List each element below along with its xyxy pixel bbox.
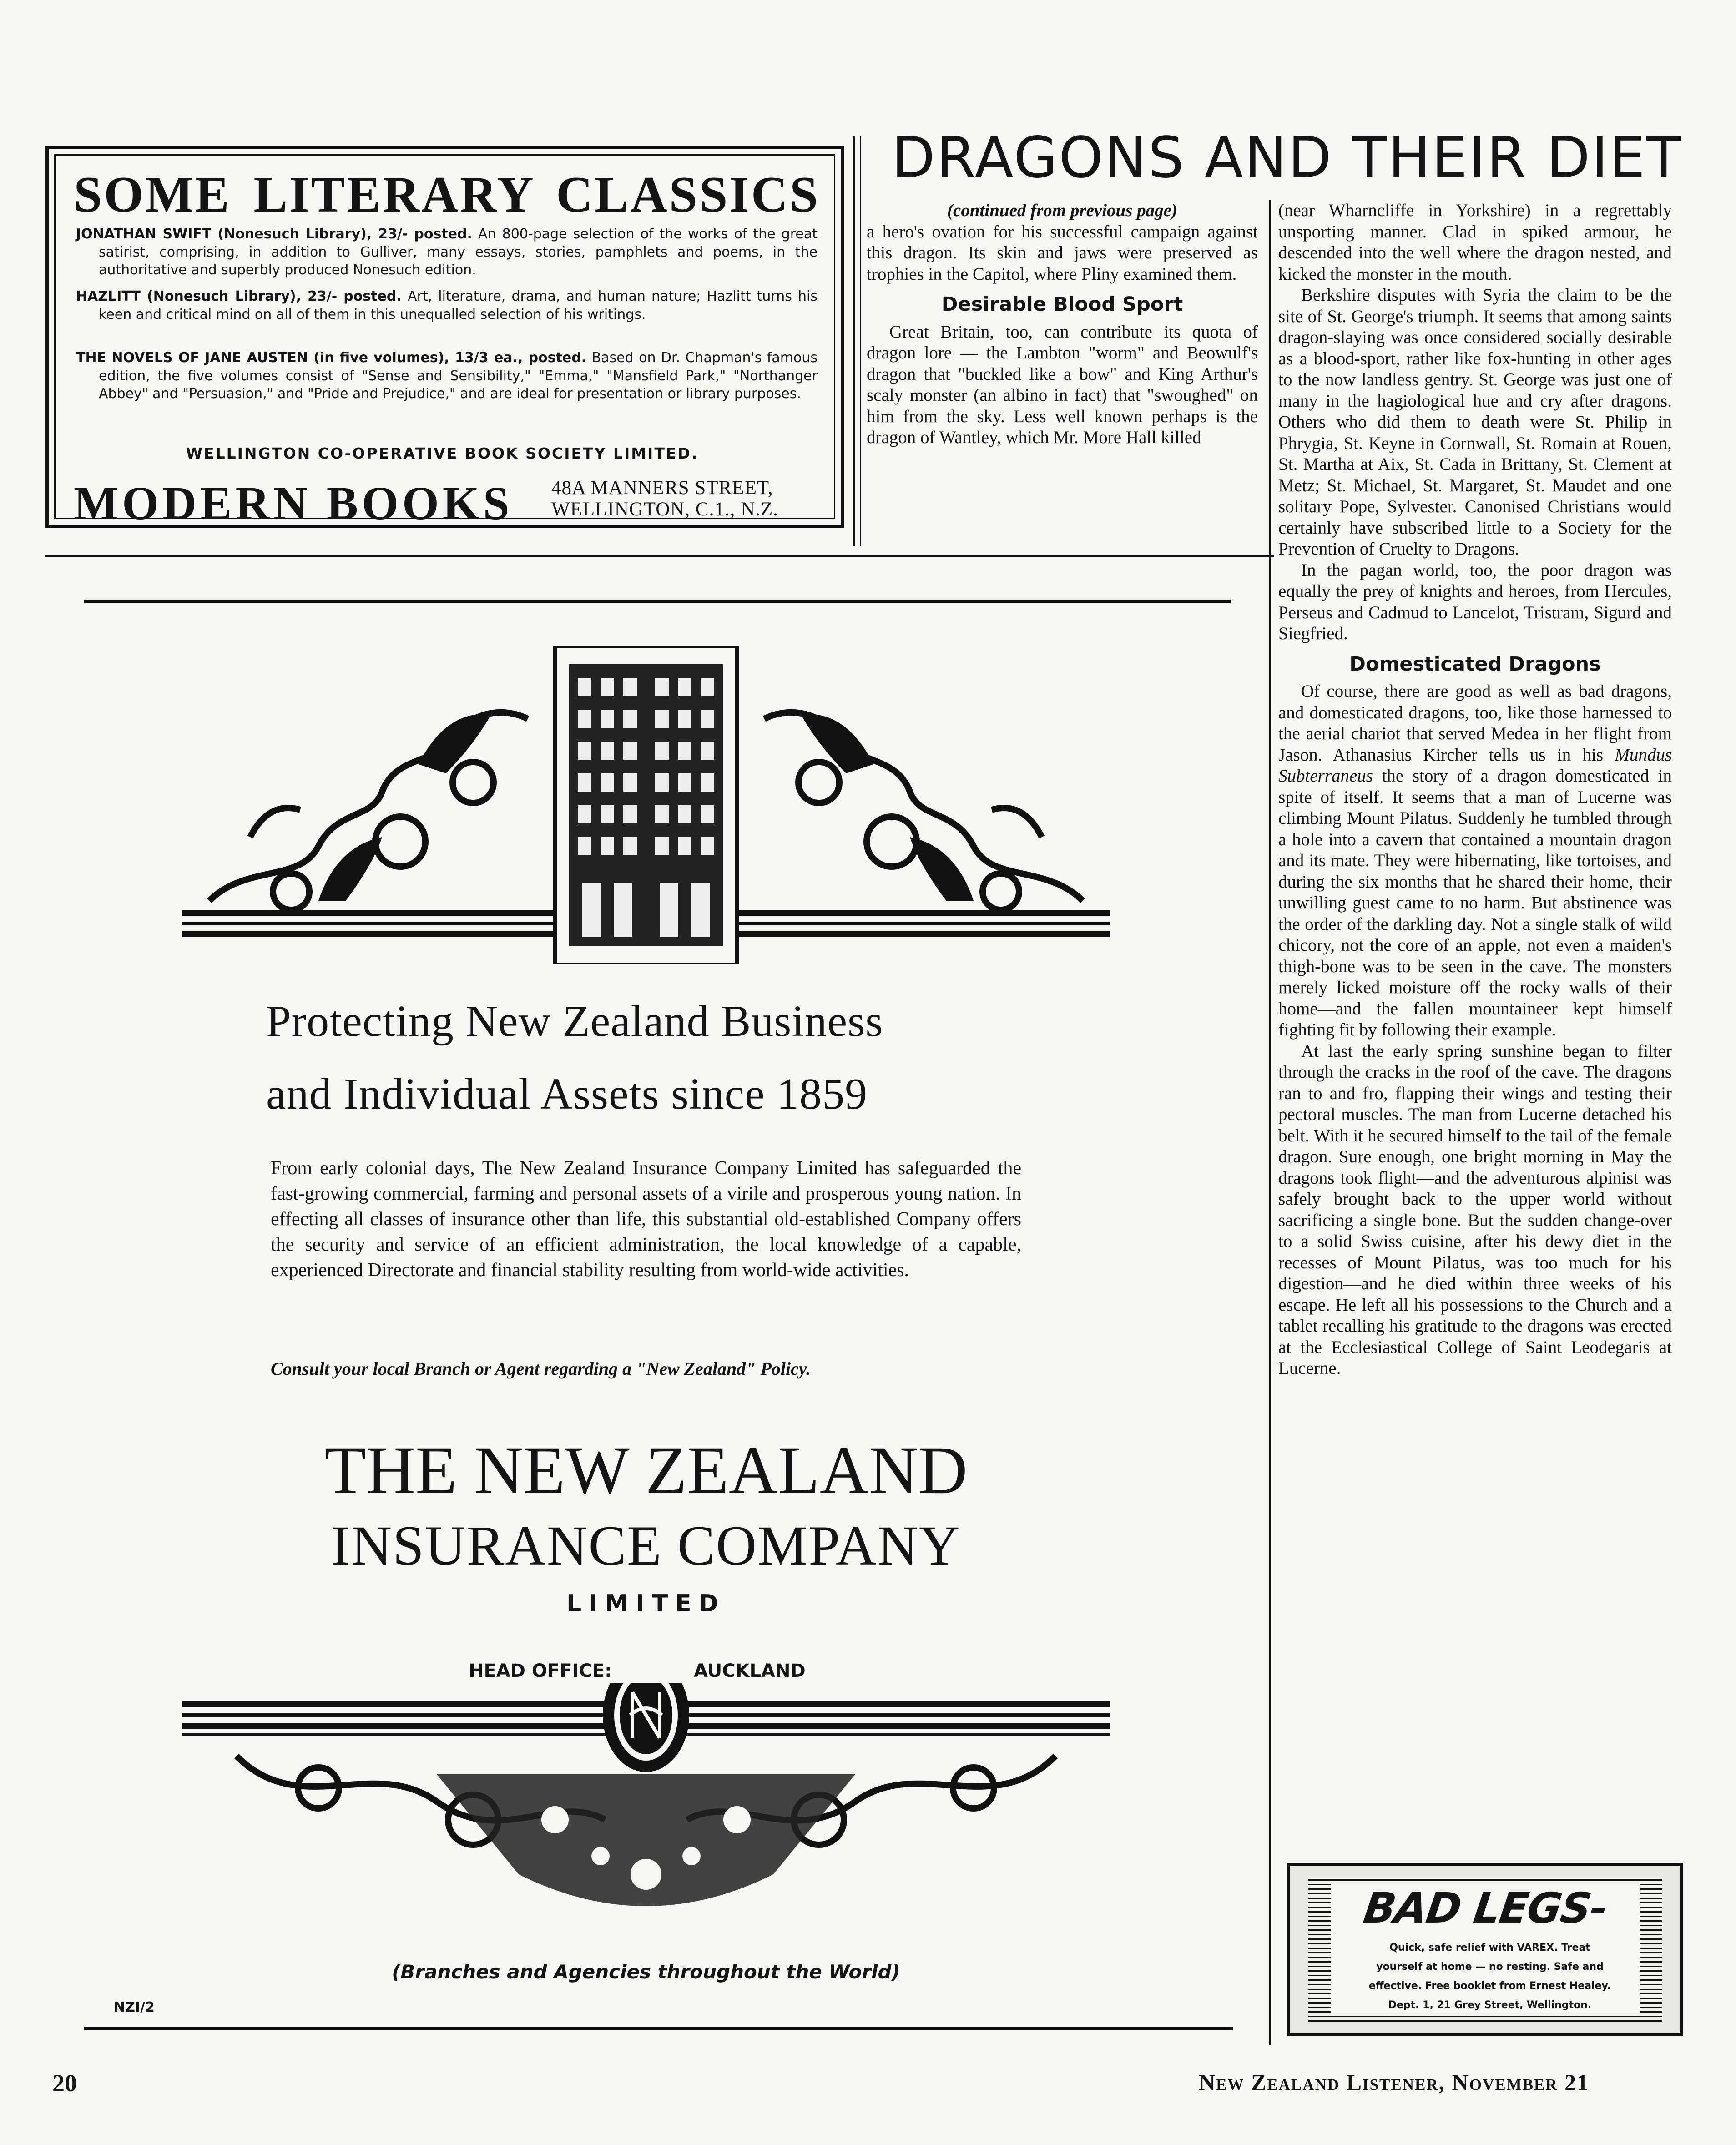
insurance-limited: LIMITED xyxy=(566,1590,726,1617)
bad-legs-advertisement xyxy=(1287,1863,1683,2036)
column-rule xyxy=(1269,200,1271,555)
insurance-consult-note: Consult your local Branch or Agent regarding a "New Zealand" Policy. xyxy=(271,1358,811,1379)
books-ad-title: SOME LITERARY CLASSICS xyxy=(74,167,820,223)
article-paragraph: (near Wharncliffe in Yorkshire) in a regrettably unsporting manner. Clad in spiked armour, he descended into the well where the dragon nested, and kicked the monster in the mouth. xyxy=(1278,201,1672,284)
book-entry-heading: HAZLITT (Nonesuch Library), 23/- posted. xyxy=(76,288,402,304)
insurance-ad-top-rule xyxy=(84,600,1231,603)
section-rule xyxy=(45,555,1274,557)
article-column-1 xyxy=(867,200,1258,449)
book-entry-austen xyxy=(76,349,818,403)
insurance-headline xyxy=(266,985,1040,1131)
continued-note: (continued from previous page) xyxy=(947,201,1177,220)
ad-line: Dept. 1, 21 Grey Street, Wellington. xyxy=(1388,1999,1592,2011)
page-number: 20 xyxy=(52,2069,77,2097)
book-entry-hazlitt xyxy=(76,288,818,323)
ad-line: yourself at home — no resting. Safe and xyxy=(1376,1961,1604,1973)
article-paragraph: At last the early spring sunshine began to filter through the cracks in the roof of the cave. The dragons ran to and fro, flapping their wings and testing their pectoral muscles. The man from Lucerne detached his belt. With it he secured himself to the tail of the female dragon. Sure enough, one bright morning in May the dragons took flight—and the adventurous alpinist was safely brought back to the upper world without sacrificing a single bone. But the sudden change-over to a solid Swiss cuisine, after his dewy diet in the recesses of Mount Pilatus, was too much for his digestion—and he died within three weeks of his escape. He left all his possessions to the Church and a tablet recalling his gratitude to the dragons was erected at the Ecclesiastical College of Saint Leodegaris at Lucerne. xyxy=(1278,1041,1672,1378)
address-line-2: WELLINGTON, C.1., N.Z. xyxy=(551,499,778,520)
publication-footer: New Zealand Listener, November 21 xyxy=(1199,2069,1590,2095)
book-entry-text: An 800-page selection of the works of the great satirist, comprising, in addition to Gulliver, many essays, stories, pamphlets and poems, in the authoritative and superbly produced Nonesuch edition. xyxy=(99,226,818,278)
insurance-ad-bottom-rule xyxy=(84,2027,1233,2030)
headline-line-2: and Individual Assets since 1859 xyxy=(266,1070,868,1119)
article-title: DRAGONS AND THEIR DIET xyxy=(892,125,1682,191)
paragraph-text: the story of a dragon domesticated in spite of itself. It seems that a man of Lucerne was climbing Mount Pilatus. Suddenly he tumbled through a hole into a cavern that contained a mountain dragon and its mate. They were hibernating, like tortoises, and during the six months that he shared their home, their unwilling guest came to no harm. But abstinence was the order of the darkling day. Not a single stalk of wild chicory, not the core of an apple, not even a maiden's thigh-bone was to be seen in the cave. The monsters merely licked moisture off the rocky walls of their home—and the fallen mountaineer kept himself fighting fit by following their example. xyxy=(1278,766,1672,1040)
building-illustration-icon xyxy=(182,646,1110,964)
subheading: Domesticated Dragons xyxy=(1349,652,1601,676)
address-line-1: 48A MANNERS STREET, xyxy=(551,477,773,499)
article-paragraph xyxy=(1278,681,1672,1041)
insurance-company-name: THE NEW ZEALAND xyxy=(324,1433,968,1508)
paragraph-text: Of course, there are good as well as bad dragons, and domesticated dragons, too, like those harnessed to the aerial chariot that served Medea in her flight from Jason. Athanasius Kircher tells us in his xyxy=(1278,681,1672,765)
bad-legs-title: BAD LEGS- xyxy=(1360,1884,1610,1933)
book-entry-heading: JONATHAN SWIFT (Nonesuch Library), 23/- posted. xyxy=(76,226,472,242)
column-rule xyxy=(860,136,861,546)
book-entry-text: Based on Dr. Chapman's famous edition, the five volumes consist of "Sense and Sensibility," "Emma," "Mansfield Park," "Northanger Abbey" and "Persuasion," and "Pride and Prejudice," and are ideal for presentation or library purposes. xyxy=(99,350,818,402)
modern-books-brand: MODERN BOOKS xyxy=(74,477,513,530)
insurance-body-text: From early colonial days, The New Zealand Insurance Company Limited has safeguarded the fast-growing commercial, farming and personal assets of a virile and prosperous young nation. In effecting all classes of insurance other than life, this substantial old-established Company offers the security and service of an efficient administration, the local knowledge of a capable, experienced Directorate and financial stability resulting from world-wide activities. xyxy=(271,1158,1021,1281)
monogram-emblem-icon xyxy=(182,1683,1110,1956)
bad-legs-text xyxy=(1354,1938,1626,2015)
article-column-2 xyxy=(1278,200,1672,1379)
subheading: Desirable Blood Sport xyxy=(941,293,1183,316)
column-rule xyxy=(1269,557,1271,2045)
insurance-company-name-line-2: INSURANCE COMPANY xyxy=(331,1514,961,1577)
book-society-name: WELLINGTON CO-OPERATIVE BOOK SOCIETY LIMITED. xyxy=(186,444,699,462)
article-paragraph: Great Britain, too, can contribute its quota of dragon lore — the Lambton "worm" and Beowulf's dragon that "buckled like a bow" and King Arthur's scaly monster (an albino in fact) that "swoughed" on him from the sky. Less well known perhaps is the dragon of Wantley, which Mr. More Hall killed xyxy=(867,322,1258,447)
headline-line-1: Protecting New Zealand Business xyxy=(266,997,883,1046)
book-entry-swift xyxy=(76,225,818,279)
head-office-city: AUCKLAND xyxy=(694,1660,806,1681)
ad-line: Quick, safe relief with VAREX. Treat xyxy=(1389,1942,1590,1953)
book-entry-text: Art, literature, drama, and human nature; Hazlitt turns his keen and critical mind on all of them in this unequalled selection of his writings. xyxy=(99,288,818,323)
book-entry-heading: THE NOVELS OF JANE AUSTEN (in five volumes), 13/3 ea., posted. xyxy=(76,350,587,366)
modern-books-address xyxy=(551,477,824,520)
article-paragraph: In the pagan world, too, the poor dragon was equally the prey of knights and heroes, from Hercules, Perseus and Cadmud to Lancelot, Tristram, Sigurd and Siegfried. xyxy=(1278,560,1672,643)
book-title-italic: Mundus Subterraneus xyxy=(1278,745,1672,786)
insurance-ad-code: NZI/2 xyxy=(114,1999,155,2015)
article-paragraph: a hero's ovation for his successful campaign against this dragon. Its skin and jaws were preserved as trophies in the Capitol, where Pliny examined them. xyxy=(867,222,1258,284)
ad-line: effective. Free booklet from Ernest Healey. xyxy=(1368,1980,1611,1992)
article-paragraph: Berkshire disputes with Syria the claim to be the site of St. George's triumph. It seems that among saints dragon-slaying was once considered socially desirable as a blood-sport, rather like fox-hunting in other ages to the now landless gentry. St. George was just one of many in the hagiological hue and cry after dragons. Others who did them to death were St. Philip in Phrygia, St. Keyne in Cornwall, St. Romain at Rouen, St. Martha at Aix, St. Cada in Brittany, St. Clement at Metz; St. Michael, St. Margaret, St. Maudet and one solitary Pope, Sylvester. Canonised Christians would certainly have subscribed little to a Society for the Prevention of Cruelty to Dragons. xyxy=(1278,285,1672,559)
insurance-branches-note: (Branches and Agencies throughout the World) xyxy=(392,1961,900,1983)
books-advertisement xyxy=(45,146,844,528)
head-office-label: HEAD OFFICE: xyxy=(469,1660,612,1681)
column-rule xyxy=(853,136,855,546)
